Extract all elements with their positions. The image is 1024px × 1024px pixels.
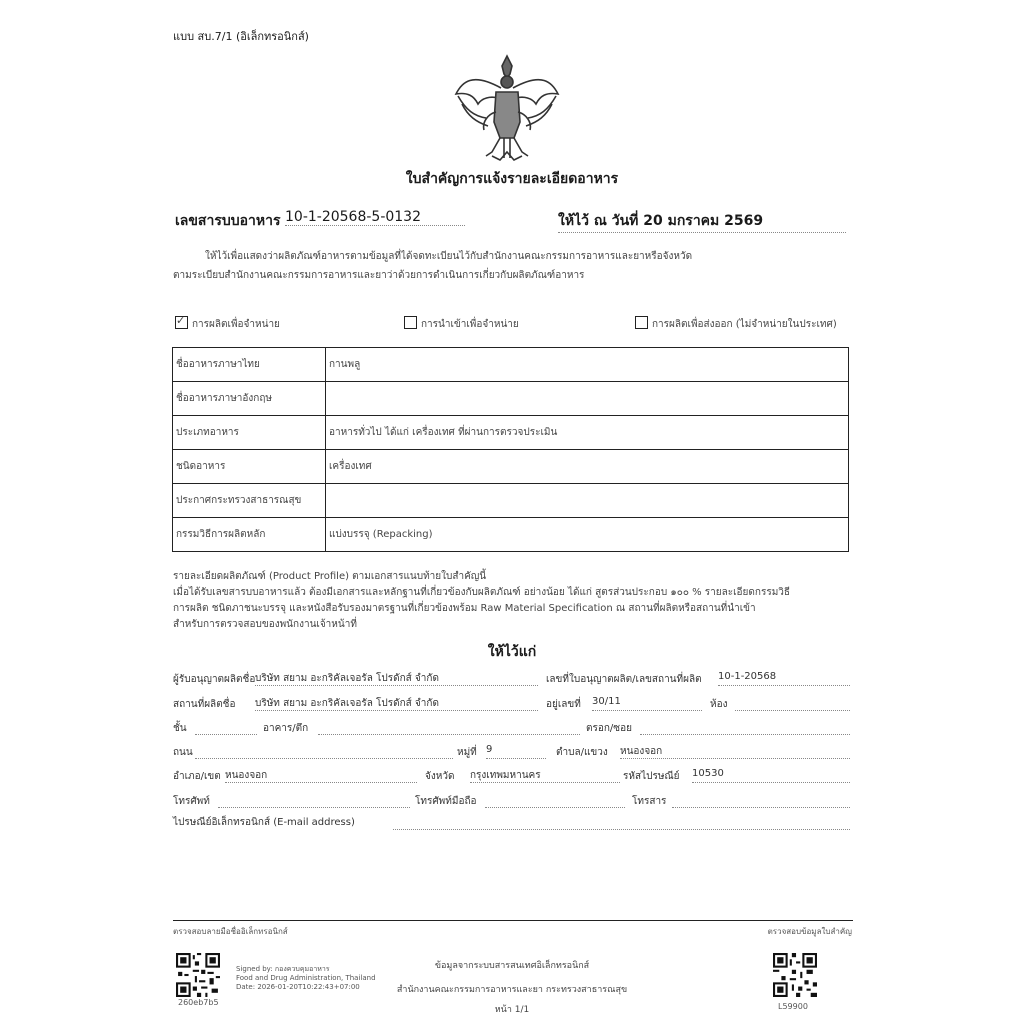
checkbox-icon [635, 316, 648, 329]
footer-divider [173, 920, 853, 921]
license-label: เลขที่ใบอนุญาตผลิต/เลขสถานที่ผลิต [546, 674, 702, 685]
room-value [735, 696, 850, 711]
mobile-label: โทรศัพท์มือถือ [415, 796, 477, 807]
profile-line: การผลิต ชนิดภาชนะบรรจุ และหนังสือรับรองมาตรฐานที่เกี่ยวข้องพร้อม Raw Material Specification ณ สถานที่ผลิตหรือสถานที่นำเข้า [173, 603, 756, 614]
moo-value: 9 [486, 744, 546, 759]
license-value: 10-1-20568 [718, 671, 850, 686]
district-label: อำเภอ/เขต [173, 771, 221, 782]
row-key: ประเภทอาหาร [173, 416, 326, 450]
row-value [326, 382, 849, 416]
email-value [393, 815, 850, 830]
profile-line: รายละเอียดผลิตภัณฑ์ (Product Profile) ตามเอกสารแนบท้ายใบสำคัญนี้ [173, 571, 487, 582]
signature-check-note: ตรวจสอบลายมือชื่ออิเล็กทรอนิกส์ [173, 927, 288, 936]
issue-date: ให้ไว้ ณ วันที่ 20 มกราคม 2569 [558, 210, 846, 233]
row-value: เครื่องเทศ [326, 450, 849, 484]
fax-label: โทรสาร [632, 796, 667, 807]
phone-label: โทรศัพท์ [173, 796, 210, 807]
road-label: ถนน [173, 747, 193, 758]
alley-value [640, 720, 850, 735]
registration-label: เลขสารบบอาหาร [175, 213, 281, 229]
postcode-value: 10530 [692, 768, 850, 783]
sig-line: Signed by: กองควบคุมอาหาร [236, 965, 330, 973]
qr-left-code: 260eb7b5 [178, 998, 219, 1007]
row-value: แบ่งบรรจุ (Repacking) [326, 518, 849, 552]
subdistrict-value: หนองจอก [620, 744, 850, 759]
option-import [404, 316, 519, 332]
table-row [173, 518, 849, 552]
address-no-label: อยู่เลขที่ [546, 699, 581, 710]
issued-to-heading: ให้ไว้แก่ [487, 644, 537, 660]
profile-line: สำหรับการตรวจสอบของพนักงานเจ้าหน้าที่ [173, 619, 357, 630]
floor-value [195, 720, 257, 735]
garuda-emblem [452, 52, 562, 164]
postcode-label: รหัสไปรษณีย์ [623, 771, 680, 782]
table-row [173, 382, 849, 416]
product-profile-note [173, 569, 853, 633]
floor-label: ชั้น [173, 723, 187, 734]
document-title: ใบสำคัญการแจ้งรายละเอียดอาหาร [405, 171, 619, 187]
profile-line: เมื่อได้รับเลขสารบบอาหารแล้ว ต้องมีเอกสารและหลักฐานที่เกี่ยวข้องกับผลิตภัณฑ์ อย่างน้อย ได้แก่ สูตรส่วนประกอบ ๑๐๐ % รายละเอียดกรรมวิธี [173, 587, 791, 598]
mobile-value [485, 793, 625, 808]
row-key: ชื่ออาหารภาษาไทย [173, 348, 326, 382]
sig-line: Food and Drug Administration, Thailand [236, 974, 376, 982]
footer-line: ข้อมูลจากระบบสารสนเทศอิเล็กทรอนิกส์ [434, 961, 590, 971]
province-value: กรุงเทพมหานคร [470, 768, 620, 783]
fax-value [672, 793, 850, 808]
room-label: ห้อง [710, 699, 728, 710]
page-number: หน้า 1/1 [494, 1005, 530, 1015]
phone-value [218, 793, 410, 808]
option-label: การผลิตเพื่อจำหน่าย [192, 319, 280, 330]
checkbox-icon [404, 316, 417, 329]
food-info-table [172, 347, 849, 552]
row-value: กานพลู [326, 348, 849, 382]
subdistrict-label: ตำบล/แขวง [556, 747, 608, 758]
row-key: ชนิดอาหาร [173, 450, 326, 484]
address-no-value: 30/11 [592, 696, 702, 711]
option-domestic-production [175, 316, 280, 332]
qr-code-icon[interactable] [773, 953, 817, 997]
province-label: จังหวัด [425, 771, 455, 782]
place-value: บริษัท สยาม อะกริคัลเจอรัล โปรดักส์ จำกัด [255, 696, 538, 711]
table-row [173, 450, 849, 484]
place-label: สถานที่ผลิตชื่อ [173, 699, 236, 710]
row-value: อาหารทั่วไป ได้แก่ เครื่องเทศ ที่ผ่านการตรวจประเมิน [326, 416, 849, 450]
row-value [326, 484, 849, 518]
form-code: แบบ สบ.7/1 (อิเล็กทรอนิกส์) [173, 30, 309, 43]
table-row [173, 416, 849, 450]
qr-right-code: L59900 [778, 1002, 808, 1011]
certificate-check-note: ตรวจสอบข้อมูลใบสำคัญ [767, 927, 852, 936]
holder-value: บริษัท สยาม อะกริคัลเจอรัล โปรดักส์ จำกัด [255, 671, 538, 686]
intro-line: ตามระเบียบสำนักงานคณะกรรมการอาหารและยาว่าด้วยการดำเนินการเกี่ยวกับผลิตภัณฑ์อาหาร [173, 270, 585, 281]
option-label: การผลิตเพื่อส่งออก (ไม่จำหน่ายในประเทศ) [652, 319, 837, 330]
alley-label: ตรอก/ซอย [586, 723, 632, 734]
row-key: ชื่ออาหารภาษาอังกฤษ [173, 382, 326, 416]
intro-line: ให้ไว้เพื่อแสดงว่าผลิตภัณฑ์อาหารตามข้อมูลที่ได้จดทะเบียนไว้กับสำนักงานคณะกรรมการอาหารและยาหรือจังหวัด [205, 251, 693, 262]
building-value [318, 720, 580, 735]
email-label: ไปรษณีย์อิเล็กทรอนิกส์ (E-mail address) [173, 817, 355, 828]
table-row [173, 348, 849, 382]
holder-label: ผู้รับอนุญาตผลิตชื่อ [173, 674, 256, 685]
intro-text [173, 247, 853, 285]
footer-line: สำนักงานคณะกรรมการอาหารและยา กระทรวงสาธารณสุข [396, 985, 628, 995]
road-value [195, 744, 453, 759]
row-key: กรรมวิธีการผลิตหลัก [173, 518, 326, 552]
option-export [635, 316, 837, 332]
registration-number: 10-1-20568-5-0132 [285, 209, 465, 226]
option-label: การนำเข้าเพื่อจำหน่าย [421, 319, 519, 330]
sig-line: Date: 2026-01-20T10:22:43+07:00 [236, 983, 360, 991]
checkbox-checked-icon [175, 316, 188, 329]
moo-label: หมู่ที่ [457, 747, 477, 758]
table-row [173, 484, 849, 518]
row-key: ประกาศกระทรวงสาธารณสุข [173, 484, 326, 518]
district-value: หนองจอก [225, 768, 417, 783]
building-label: อาคาร/ตึก [263, 723, 309, 734]
